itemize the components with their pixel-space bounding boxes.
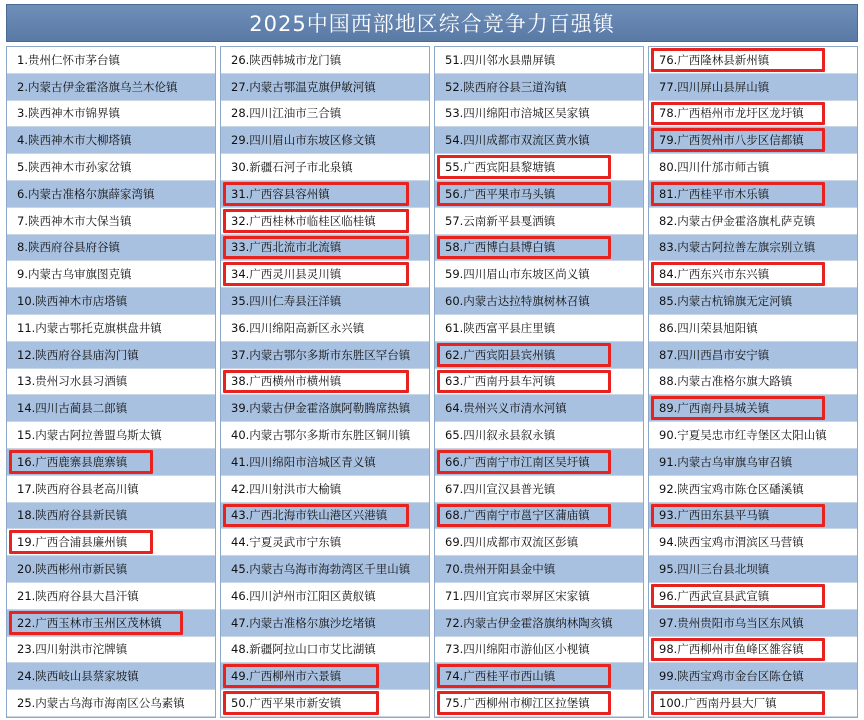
highlighted-town-cell: 22.广西玉林市玉州区茂林镇 xyxy=(7,610,215,637)
town-cell: 59.四川眉山市东坡区尚义镇 xyxy=(435,261,643,288)
highlighted-town-cell: 79.广西贺州市八步区信都镇 xyxy=(649,127,857,154)
page-title: 2025中国西部地区综合竞争力百强镇 xyxy=(6,4,858,42)
town-cell: 94.陕西宝鸡市渭滨区马营镇 xyxy=(649,529,857,556)
town-cell: 23.四川射洪市沱牌镇 xyxy=(7,637,215,664)
town-cell: 13.贵州习水县习酒镇 xyxy=(7,369,215,396)
town-cell: 73.四川绵阳市游仙区小枧镇 xyxy=(435,637,643,664)
town-cell: 82.内蒙古伊金霍洛旗札萨克镇 xyxy=(649,208,857,235)
highlighted-town-cell: 68.广西南宁市邕宁区蒲庙镇 xyxy=(435,503,643,530)
town-cell: 48.新疆阿拉山口市艾比湖镇 xyxy=(221,637,429,664)
town-cell: 85.内蒙古杭锦旗无定河镇 xyxy=(649,288,857,315)
town-cell: 99.陕西宝鸡市金台区陈仓镇 xyxy=(649,663,857,690)
town-cell: 90.宁夏吴忠市红寺堡区太阳山镇 xyxy=(649,422,857,449)
town-cell: 60.内蒙古达拉特旗树林召镇 xyxy=(435,288,643,315)
town-cell: 44.宁夏灵武市宁东镇 xyxy=(221,529,429,556)
town-cell: 8.陕西府谷县府谷镇 xyxy=(7,235,215,262)
town-cell: 53.四川绵阳市涪城区吴家镇 xyxy=(435,101,643,128)
town-cell: 21.陕西府谷县大昌汗镇 xyxy=(7,583,215,610)
town-cell: 69.四川成都市双流区彭镇 xyxy=(435,529,643,556)
town-cell: 46.四川泸州市江阳区黄舣镇 xyxy=(221,583,429,610)
town-cell: 88.内蒙古准格尔旗大路镇 xyxy=(649,369,857,396)
table-column-1 xyxy=(6,46,216,718)
town-cell: 91.内蒙古乌审旗乌审召镇 xyxy=(649,449,857,476)
town-cell: 65.四川叙永县叙永镇 xyxy=(435,422,643,449)
town-cell: 72.内蒙古伊金霍洛旗纳林陶亥镇 xyxy=(435,610,643,637)
town-cell: 7.陕西神木市大保当镇 xyxy=(7,208,215,235)
highlighted-town-cell: 34.广西灵川县灵川镇 xyxy=(221,261,429,288)
highlighted-town-cell: 56.广西平果市马头镇 xyxy=(435,181,643,208)
highlighted-town-cell: 81.广西桂平市木乐镇 xyxy=(649,181,857,208)
town-cell: 18.陕西府谷县新民镇 xyxy=(7,503,215,530)
highlighted-town-cell: 98.广西柳州市鱼峰区雒容镇 xyxy=(649,637,857,664)
town-cell: 92.陕西宝鸡市陈仓区磻溪镇 xyxy=(649,476,857,503)
town-cell: 4.陕西神木市大柳塔镇 xyxy=(7,127,215,154)
town-cell: 80.四川什邡市师古镇 xyxy=(649,154,857,181)
town-cell: 6.内蒙古准格尔旗薛家湾镇 xyxy=(7,181,215,208)
highlighted-town-cell: 93.广西田东县平马镇 xyxy=(649,503,857,530)
town-cell: 3.陕西神木市锦界镇 xyxy=(7,101,215,128)
town-cell: 71.四川宜宾市翠屏区宋家镇 xyxy=(435,583,643,610)
town-cell: 57.云南新平县戛洒镇 xyxy=(435,208,643,235)
town-cell: 12.陕西府谷县庙沟门镇 xyxy=(7,342,215,369)
town-cell: 2.内蒙古伊金霍洛旗乌兰木伦镇 xyxy=(7,74,215,101)
highlighted-town-cell: 96.广西武宣县武宣镇 xyxy=(649,583,857,610)
town-cell: 64.贵州兴义市清水河镇 xyxy=(435,395,643,422)
highlighted-town-cell: 55.广西宾阳县黎塘镇 xyxy=(435,154,643,181)
highlighted-town-cell: 49.广西柳州市六景镇 xyxy=(221,663,429,690)
highlighted-town-cell: 63.广西南丹县车河镇 xyxy=(435,369,643,396)
town-cell: 39.内蒙古伊金霍洛旗阿勒腾席热镇 xyxy=(221,395,429,422)
town-cell: 17.陕西府谷县老高川镇 xyxy=(7,476,215,503)
highlighted-town-cell: 16.广西鹿寨县鹿寨镇 xyxy=(7,449,215,476)
town-cell: 11.内蒙古鄂托克旗棋盘井镇 xyxy=(7,315,215,342)
town-cell: 30.新疆石河子市北泉镇 xyxy=(221,154,429,181)
town-cell: 40.内蒙古鄂尔多斯市东胜区铜川镇 xyxy=(221,422,429,449)
town-cell: 87.四川西昌市安宁镇 xyxy=(649,342,857,369)
highlighted-town-cell: 38.广西横州市横州镇 xyxy=(221,369,429,396)
town-cell: 97.贵州贵阳市乌当区东风镇 xyxy=(649,610,857,637)
highlighted-town-cell: 100.广西南丹县大厂镇 xyxy=(649,690,857,717)
highlighted-town-cell: 33.广西北流市北流镇 xyxy=(221,235,429,262)
highlighted-town-cell: 62.广西宾阳县宾州镇 xyxy=(435,342,643,369)
town-cell: 1.贵州仁怀市茅台镇 xyxy=(7,47,215,74)
town-cell: 41.四川绵阳市涪城区青义镇 xyxy=(221,449,429,476)
town-cell: 20.陕西彬州市新民镇 xyxy=(7,556,215,583)
highlighted-town-cell: 66.广西南宁市江南区吴圩镇 xyxy=(435,449,643,476)
highlighted-town-cell: 19.广西合浦县廉州镇 xyxy=(7,529,215,556)
town-cell: 24.陕西岐山县蔡家坡镇 xyxy=(7,663,215,690)
town-cell: 52.陕西府谷县三道沟镇 xyxy=(435,74,643,101)
town-cell: 47.内蒙古准格尔旗沙圪堵镇 xyxy=(221,610,429,637)
town-cell: 86.四川荣县旭阳镇 xyxy=(649,315,857,342)
town-cell: 15.内蒙古阿拉善盟乌斯太镇 xyxy=(7,422,215,449)
town-cell: 45.内蒙古乌海市海勃湾区千里山镇 xyxy=(221,556,429,583)
town-cell: 9.内蒙古乌审旗图克镇 xyxy=(7,261,215,288)
highlighted-town-cell: 74.广西桂平市西山镇 xyxy=(435,663,643,690)
highlighted-town-cell: 43.广西北海市铁山港区兴港镇 xyxy=(221,503,429,530)
town-cell: 61.陕西富平县庄里镇 xyxy=(435,315,643,342)
table-column-3 xyxy=(434,46,644,718)
town-cell: 51.四川邻水县鼎屏镇 xyxy=(435,47,643,74)
highlighted-town-cell: 78.广西梧州市龙圩区龙圩镇 xyxy=(649,101,857,128)
town-cell: 36.四川绵阳高新区永兴镇 xyxy=(221,315,429,342)
highlighted-town-cell: 84.广西东兴市东兴镇 xyxy=(649,261,857,288)
table-column-2 xyxy=(220,46,430,718)
town-cell: 95.四川三台县北坝镇 xyxy=(649,556,857,583)
highlighted-town-cell: 76.广西隆林县新州镇 xyxy=(649,47,857,74)
town-cell: 27.内蒙古鄂温克旗伊敏河镇 xyxy=(221,74,429,101)
town-cell: 35.四川仁寿县汪洋镇 xyxy=(221,288,429,315)
highlighted-town-cell: 75.广西柳州市柳江区拉堡镇 xyxy=(435,690,643,717)
highlighted-town-cell: 31.广西容县容州镇 xyxy=(221,181,429,208)
town-cell: 37.内蒙古鄂尔多斯市东胜区罕台镇 xyxy=(221,342,429,369)
town-cell: 14.四川古蔺县二郎镇 xyxy=(7,395,215,422)
town-cell: 83.内蒙古阿拉善左旗宗别立镇 xyxy=(649,235,857,262)
highlighted-town-cell: 58.广西博白县博白镇 xyxy=(435,235,643,262)
town-cell: 25.内蒙古乌海市海南区公乌素镇 xyxy=(7,690,215,717)
highlighted-town-cell: 50.广西平果市新安镇 xyxy=(221,690,429,717)
town-cell: 10.陕西神木市店塔镇 xyxy=(7,288,215,315)
town-cell: 26.陕西韩城市龙门镇 xyxy=(221,47,429,74)
highlighted-town-cell: 32.广西桂林市临桂区临桂镇 xyxy=(221,208,429,235)
town-cell: 54.四川成都市双流区黄水镇 xyxy=(435,127,643,154)
town-cell: 5.陕西神木市孙家岔镇 xyxy=(7,154,215,181)
town-cell: 67.四川宣汉县普光镇 xyxy=(435,476,643,503)
town-cell: 29.四川眉山市东坡区修文镇 xyxy=(221,127,429,154)
town-cell: 42.四川射洪市大榆镇 xyxy=(221,476,429,503)
town-cell: 77.四川屏山县屏山镇 xyxy=(649,74,857,101)
town-cell: 70.贵州开阳县金中镇 xyxy=(435,556,643,583)
ranking-table xyxy=(6,46,858,718)
table-column-4 xyxy=(648,46,858,718)
highlighted-town-cell: 89.广西南丹县城关镇 xyxy=(649,395,857,422)
town-cell: 28.四川江油市三合镇 xyxy=(221,101,429,128)
